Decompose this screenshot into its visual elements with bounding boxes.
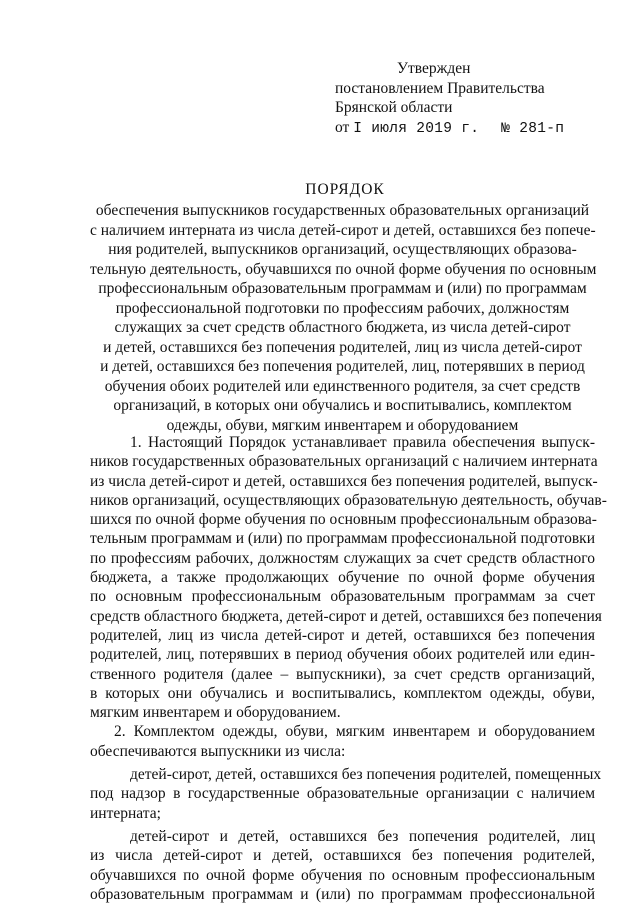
list-item-2-line: обучавшихся по очной форме обучения по основным профессиональным: [90, 866, 595, 884]
subtitle-line: обеспечения выпускников государственных образовательных организаций: [95, 202, 590, 219]
subtitle-line: тельную деятельность, обучавшихся по очной форме обучения по основным: [90, 260, 597, 278]
subtitle-line: организаций, в которых они обучались и воспитывались, комплектом: [113, 397, 572, 414]
subtitle-line: с наличием интерната из числа детей-сирот и детей, оставшихся без попече-: [90, 221, 596, 239]
paragraph-1-line: средств областного бюджета, детей-сирот и детей, оставшихся без попечения: [90, 607, 602, 625]
paragraph-1-line: по основным профессиональным образовательным программам за счет: [90, 588, 595, 606]
list-item-1-line: интерната;: [90, 804, 161, 822]
list-item-1-line: под надзор в государственные образовательные организации с наличием: [90, 785, 595, 803]
list-item-1-line: детей-сирот, детей, оставшихся без попечения родителей, помещенных: [130, 766, 602, 784]
subtitle-line: профессиональной подготовки по профессиям рабочих, должностям: [115, 299, 570, 317]
approval-number: № 281-п: [501, 120, 565, 137]
paragraph-1-line: ственного родителя (далее – выпускники), за счет средств организаций,: [90, 665, 595, 683]
approval-date-prefix: от: [335, 118, 350, 136]
paragraph-1-line: родителей, лиц из числа детей-сирот и детей, оставшихся без попечения: [90, 626, 595, 644]
paragraph-1-line: по профессиям рабочих, должностям служащих за счет средств областного: [90, 549, 595, 567]
paragraph-2-line: обеспечиваются выпускники из числа:: [90, 742, 346, 760]
document-body: [90, 433, 607, 904]
subtitle-line: обучения обоих родителей или единственного родителя, за счет средств: [104, 377, 581, 395]
list-item-2-line: из числа детей-сирот и детей, оставшихся без попечения родителей,: [90, 847, 595, 865]
document-title: ПОРЯДОК: [305, 181, 385, 198]
subtitle-line: и детей, оставшихся без попечения родителей, лиц, потерявших в период: [100, 358, 585, 375]
paragraph-1-line: мягким инвентарем и оборудованием.: [90, 704, 341, 722]
list-item-2-line: образовательным программам и (или) по программам профессиональной: [90, 885, 595, 903]
subtitle-line: профессиональным образовательным программам и (или) по программам: [98, 280, 587, 297]
document-subtitle: [90, 201, 595, 435]
paragraph-1-line: 1. Настоящий Порядок устанавливает правила обеспечения выпуск-: [130, 434, 595, 451]
approval-line-1: Утвержден: [397, 60, 471, 77]
paragraph-1-line: ников государственных образовательных организаций с наличием интерната: [90, 453, 598, 471]
subtitle-line: служащих за счет средств областного бюджета, из числа детей-сирот: [114, 319, 571, 336]
approval-date-line: [335, 118, 564, 140]
paragraph-1-line: родителей, лиц, потерявших в период обучения обоих родителей или един-: [90, 646, 595, 664]
paragraph-2-line: 2. Комплектом одежды, обуви, мягким инвентарем и оборудованием: [114, 723, 595, 741]
approval-block: [335, 59, 564, 139]
paragraph-1-line: из числа детей-сирот и детей, оставшихся без попечения родителей, выпуск-: [90, 472, 598, 490]
approval-line-3: Брянской области: [335, 99, 453, 116]
paragraph-1-line: в которых они обучались и воспитывались, комплектом одежды, обуви,: [90, 684, 595, 702]
paragraph-1-line: тельным программам и (или) по программам профессиональной подготовки: [90, 530, 595, 548]
subtitle-line: и детей, оставшихся без попечения родителей, лиц из числа детей-сирот: [103, 338, 582, 356]
approval-date: I июля 2019 г.: [353, 120, 480, 137]
list-item-2-line: детей-сирот и детей, оставшихся без попечения родителей, лиц: [130, 827, 595, 845]
paragraph-1-line: шихся по очной форме обучения по основным профессиональным образова-: [90, 511, 597, 529]
subtitle-line: ния родителей, выпускников организаций, осуществляющих образова-: [108, 241, 577, 258]
subtitle-line: одежды, обуви, мягким инвентарем и оборудованием: [166, 416, 519, 434]
approval-line-2: постановлением Правительства: [335, 79, 545, 97]
paragraph-1-line: ников организаций, осуществляющих образовательную деятельность, обучав-: [90, 491, 607, 509]
paragraph-1-line: бюджета, а также продолжающих обучение по очной форме обучения: [90, 569, 595, 587]
